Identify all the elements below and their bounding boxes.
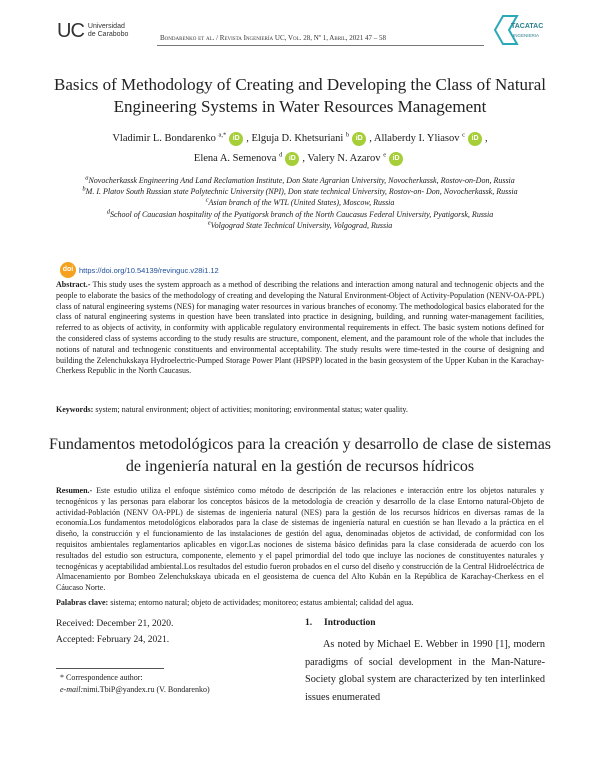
palabras-text: sistema; entorno natural; objeto de actividades; monitoreo; estatus ambiental; calidad del agua. [110, 598, 414, 607]
affiliation: $^a$Novocherkassk Engineering And Land Reclamation Institute, Don State Agrarian University, Novocherkassk, Rostov-on-Don, Russia [85, 174, 515, 185]
tacatac-logo-shape [495, 16, 517, 44]
introduction-text [305, 636, 545, 706]
introduction-paragraph: As noted by Michael E. Webber in 1990 [1], modern paradigms of social development in the Man-Nature-Society global system are characterized by ten interlinked issues enumerated [305, 639, 545, 703]
running-head: Bondarenko et al. / Revista Ingeniería UC, Vol. 28, Nº 1, Abril, 2021 47 – 58 [160, 34, 386, 42]
orcid-icon[interactable]: iD [352, 132, 366, 146]
section-number: 1. [305, 618, 313, 628]
article-title-en: Basics of Methodology of Creating and Developing the Class of Natural Engineering Systems in Water Resources Management [54, 75, 546, 116]
palabras-clave [56, 598, 544, 609]
abstract-label: Abstract.- [56, 280, 91, 289]
section-title: Introduction [324, 618, 376, 628]
keywords-label: Keywords: [56, 405, 94, 414]
author: Valery N. Azarov $^e$ iD [307, 153, 406, 164]
header-rule [157, 45, 484, 46]
article-title-es: Fundamentos metodológicos para la creación y desarrollo de clase de sistemas de ingeniería natural en la gestión de recursos hídricos [48, 436, 552, 475]
footnote-rule [56, 668, 164, 669]
orcid-icon[interactable]: iD [285, 152, 299, 166]
orcid-icon[interactable]: iD [229, 132, 243, 146]
doi-icon: doi [60, 262, 76, 278]
affiliation: $^d$School of Caucasian hospitality of the Pyatigorsk branch of the North Caucasus Federal University, Pyatigorsk, Russia [106, 207, 494, 219]
affiliation: $^b$M. I. Platov South Russian state Polytechnic University (NPI), Don state technical University, Rostov-on- Don, Novocherkassk, Russia [82, 185, 518, 197]
doi-line [60, 262, 219, 278]
keywords [56, 405, 544, 416]
doi-link[interactable]: https://doi.org/10.54139/revinguc.v28i1.12 [79, 265, 219, 275]
correspondence-line: * Correspondence author: [60, 673, 143, 682]
dates [56, 617, 173, 648]
author-list [40, 129, 560, 169]
email-link[interactable]: nimi.TbiP@yandex.ru (V. Bondarenko) [83, 685, 210, 694]
uc-logo-text [88, 23, 128, 39]
abstract [56, 280, 544, 377]
tacatac-logo-text: TACATAC [511, 23, 544, 30]
author: Vladimir L. Bondarenko $^{a,*}$ iD , [112, 131, 249, 144]
affiliation: $^e$Volgograd State Technical University, Volgograd, Russia [207, 219, 393, 230]
section-heading [305, 618, 376, 628]
palabras-label: Palabras clave: [56, 598, 109, 607]
orcid-icon[interactable]: iD [389, 152, 403, 166]
keywords-text: system; natural environment; object of activities; monitoring; environmental status; water quality. [95, 405, 408, 414]
uc-logo-mark: UC [57, 20, 84, 42]
tacatac-logo [487, 10, 547, 50]
uc-line-1: Universidad [87, 23, 125, 30]
abstract-text: This study uses the system approach as a method of describing the relations and interaction among natural and technogenic objects and the people to elaborate the basics of the methodology of creating and developing the Natural Environment-Object of Activity-Population (NENV-OA-PPL) class of natural engineering systems (NES) for managing water resources in various branches of economy. The methodological basics elaborated for the class of natural engineering systems in question have been translated into practice in designing, building, and running water-management facilities, referred to as objects of activity, in conformity with applicable regulatory environmental requirements in effect. The basic system notions defined for the considered class of systems according to the study results are structure, component, element, and the paramount role of the whole that includes the notions of natural and technogenic constituents and environmental acceptability. The study results were time-tested in the course of designing and building the Zelenchukskaya Hydroelectric-Pumped Storage Power Plant (HPSPP) located in the basin geosystem of the Upper Kuban in the Karachay-Cherkess Republic in the North Caucasus. [56, 280, 544, 376]
affiliations [40, 175, 560, 231]
author: Elena A. Semenova $^d$ iD , [193, 151, 305, 164]
uc-line-2: de Carabobo [87, 31, 129, 38]
correspondence-email: e-mail:nimi.TbiP@yandex.ru (V. Bondarenko) [60, 685, 210, 694]
orcid-icon[interactable]: iD [468, 132, 482, 146]
accepted-date: Accepted: February 24, 2021. [56, 634, 170, 645]
affiliation: $^c$Asian branch of the WTL (United States), Moscow, Russia [205, 196, 395, 208]
author: Allaberdy I. Yliasov $^c$ iD , [373, 131, 488, 144]
university-logo [57, 21, 128, 41]
tacatac-logo-subtext: INGENIERIA [513, 33, 540, 38]
author: Elguja D. Khetsuriani $^b$ iD , [251, 131, 372, 144]
resumen [56, 486, 544, 594]
received-date: Received: December 21, 2020. [56, 619, 174, 629]
correspondence-footnote [60, 672, 210, 696]
resumen-text: Este estudio utiliza el enfoque sistémico como método de descripción de las relaciones e interacción entre los objetos naturales y tecnogénicos y las personas para elaborar los conceptos básicos de la metodología de creación y desarrollo de la clase Entorno natural-Objeto de actividad-Población (NENV OA-PPL) de sistemas de ingeniería natural (NES) para la gestión de los recursos hídricos en diversas ramas de la economía.Los fundamentos metodológicos elaborados para la clase de sistemas de ingeniería natural en cuestión se han llevado a la práctica en el diseño, la construcción y el funcionamiento de las instalaciones de gestión del agua, denominadas objetos de actividad, de conformidad con los requisitos ambientales reglamentarios aplicables en vigor.Las nociones de sistema básico definidas para la clase considerada de acuerdo con los resultados del estudio son estructura, componente, elemento y el papel primordial del todo que incluye las nociones de constituyentes naturales y tecnogénicas y aceptabilidad ambiental.Los resultados del estudio fueron probados en el curso del diseño y construcción de la Central Hidroeléctrica de Almacenamiento por Bombeo Zelenchukskaya ubicada en el geosistema de cuenca del Alto Kubán en la República de Karachay-Cherkess en el Cáucaso Norte. [56, 486, 544, 593]
resumen-label: Resumen.- [56, 486, 93, 495]
